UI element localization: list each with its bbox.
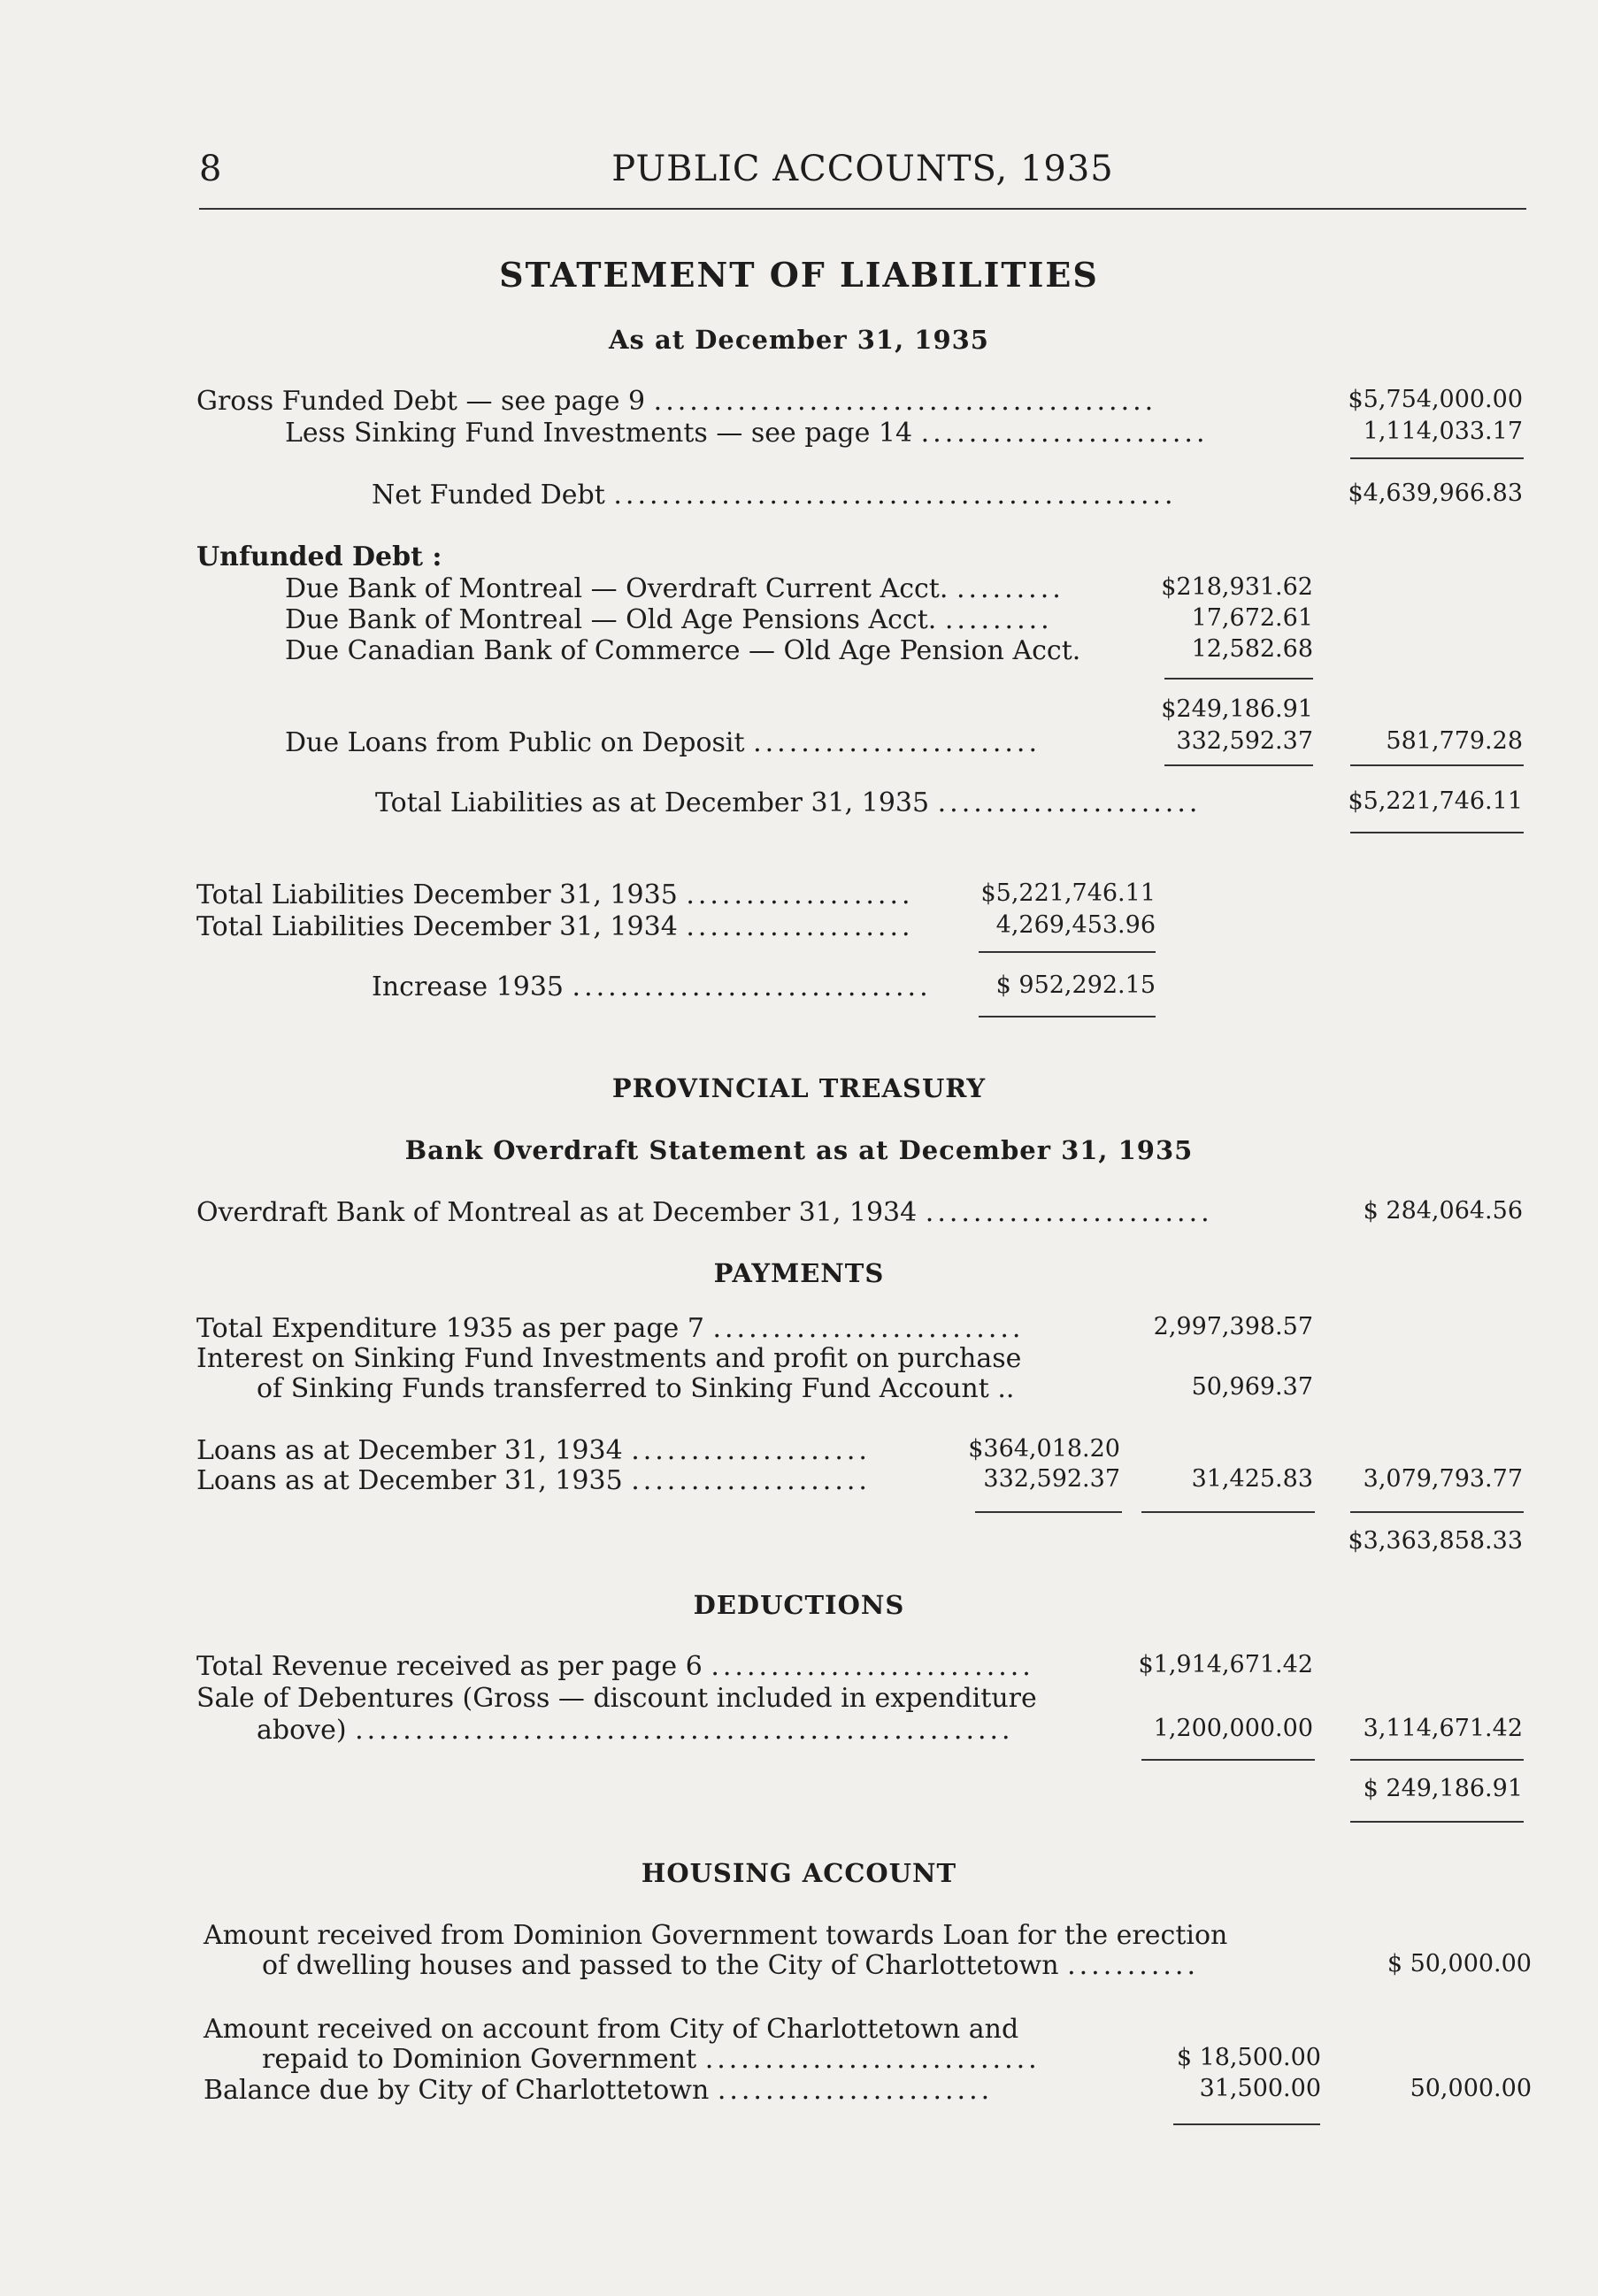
underline xyxy=(1350,764,1524,766)
net-funded-amount: $4,639,966.83 xyxy=(1348,480,1523,507)
comparison-row: Total Liabilities December 31, 1935 ................... $5,221,746.11 xyxy=(196,879,1156,910)
underline xyxy=(979,1016,1156,1017)
increase-amount: $ 952,292.15 xyxy=(995,971,1156,999)
balance-row xyxy=(0,1775,1598,1808)
debentures-line-continued: above) xyxy=(257,1715,347,1746)
housing-repaid-line-continued: repaid to Dominion Government xyxy=(262,2044,697,2075)
page-header-title: PUBLIC ACCOUNTS, 1935 xyxy=(611,149,1114,189)
net-funded-row: Net Funded Debt ............................................... $4,639,966.83 xyxy=(372,480,1523,511)
total-revenue-label: Total Revenue received as per page 6 xyxy=(196,1651,703,1682)
housing-balance-row: Balance due by City of Charlottetown ....................... 31,500.00 50,000.00 xyxy=(204,2075,1532,2106)
treasury-title: PROVINCIAL TREASURY xyxy=(611,1073,987,1103)
loans-diff-amount: 31,425.83 xyxy=(1191,1465,1313,1493)
unfunded-item-amount: 17,672.61 xyxy=(1191,604,1313,632)
loans-1935-amount: 332,592.37 xyxy=(983,1465,1120,1493)
total-liabilities-label: Total Liabilities as at December 31, 1935 xyxy=(375,787,930,818)
total-expenditure-label: Total Expenditure 1935 as per page 7 xyxy=(196,1313,704,1344)
unfunded-item-amount: $218,931.62 xyxy=(1161,573,1313,601)
comparison-row: Total Liabilities December 31, 1934 ................... 4,269,453.96 xyxy=(196,911,1156,942)
underline xyxy=(1350,457,1524,459)
total-revenue-amount: $1,914,671.42 xyxy=(1138,1651,1313,1678)
underline xyxy=(1350,1821,1524,1823)
underline xyxy=(1141,1511,1315,1513)
deductions-heading: DEDUCTIONS xyxy=(693,1590,905,1620)
underline xyxy=(1350,1511,1524,1513)
underline xyxy=(1164,678,1313,680)
unfunded-heading: Unfunded Debt : xyxy=(196,541,442,572)
underline xyxy=(1350,1759,1524,1761)
increase-row: Increase 1935 .............................. $ 952,292.15 xyxy=(372,971,1156,1002)
gross-funded-amount: $5,754,000.00 xyxy=(1348,386,1523,413)
less-sinking-amount: 1,114,033.17 xyxy=(1363,418,1523,445)
less-sinking-label: Less Sinking Fund Investments — see page 14 xyxy=(285,418,913,449)
unfunded-subtotal-row xyxy=(0,695,1598,729)
header-rule xyxy=(199,208,1526,210)
housing-repaid-amount: $ 18,500.00 xyxy=(1176,2044,1321,2071)
housing-received-line-continued: of dwelling houses and passed to the City of Charlottetown xyxy=(262,1950,1059,1981)
loans-public-row: Due Loans from Public on Deposit ........................ 332,592.37 581,779.28 xyxy=(285,727,1523,758)
payments-total-row xyxy=(0,1527,1598,1561)
housing-balance-amount: 31,500.00 xyxy=(1199,2075,1321,2102)
housing-repaid-row: repaid to Dominion Government ............................ $ 18,500.00 xyxy=(262,2044,1321,2075)
housing-received-line: Amount received from Dominion Government towards Loan for the erection xyxy=(204,1920,1228,1951)
page-header xyxy=(199,149,1526,202)
overdraft-balance: $ 249,186.91 xyxy=(1363,1775,1523,1802)
housing-balance-label: Balance due by City of Charlottetown xyxy=(204,2075,710,2106)
page-number: 8 xyxy=(199,149,222,189)
comparison-label: Total Liabilities December 31, 1935 xyxy=(196,879,678,910)
treasury-subtitle: Bank Overdraft Statement as at December 31, 1935 xyxy=(404,1135,1194,1165)
underline xyxy=(1173,2123,1320,2125)
loans-1934-label: Loans as at December 31, 1934 xyxy=(196,1435,623,1466)
comparison-label: Total Liabilities December 31, 1934 xyxy=(196,911,678,942)
total-revenue-row: Total Revenue received as per page 6 ........................... $1,914,671.42 xyxy=(196,1651,1313,1682)
loans-1935-label: Loans as at December 31, 1935 xyxy=(196,1465,623,1496)
net-funded-label: Net Funded Debt xyxy=(372,480,605,511)
housing-balance-total: 50,000.00 xyxy=(1410,2075,1532,2102)
underline xyxy=(1350,832,1524,833)
comparison-amount: $5,221,746.11 xyxy=(980,879,1156,907)
debentures-line: Sale of Debentures (Gross — discount included in expenditure xyxy=(196,1683,1037,1714)
housing-title: HOUSING ACCOUNT xyxy=(641,1858,957,1888)
unfunded-item-label: Due Bank of Montreal — Overdraft Current Acct. xyxy=(285,573,949,604)
debentures-row: above) ....................................................... 1,200,000.00 3,114,671.42 xyxy=(257,1715,1523,1746)
liabilities-subtitle: As at December 31, 1935 xyxy=(609,325,989,355)
overdraft-row: Overdraft Bank of Montreal as at December 31, 1934 ........................ $ 284,064.56 xyxy=(196,1197,1523,1228)
loans-public-label: Due Loans from Public on Deposit xyxy=(285,727,745,758)
unfunded-item-row: Due Bank of Montreal — Old Age Pensions Acct. ......... 17,672.61 xyxy=(285,604,1313,635)
gross-funded-label: Gross Funded Debt — see page 9 xyxy=(196,386,646,417)
interest-row xyxy=(0,1373,1598,1407)
interest-amount: 50,969.37 xyxy=(1191,1373,1313,1401)
housing-received-row: of dwelling houses and passed to the City of Charlottetown ........... $ 50,000.00 xyxy=(262,1950,1532,1981)
liabilities-title: STATEMENT OF LIABILITIES xyxy=(499,255,1099,295)
increase-label: Increase 1935 xyxy=(372,971,564,1002)
total-expenditure-row: Total Expenditure 1935 as per page 7 .......................... 2,997,398.57 xyxy=(196,1313,1313,1344)
loans-public-total: 581,779.28 xyxy=(1386,727,1523,755)
payments-subtotal-amount: 3,079,793.77 xyxy=(1363,1465,1523,1493)
total-liabilities-amount: $5,221,746.11 xyxy=(1348,787,1523,815)
gross-funded-row: Gross Funded Debt — see page 9 .......................................... $5,754,000.00 xyxy=(196,386,1523,417)
deductions-total: 3,114,671.42 xyxy=(1363,1715,1523,1742)
loans-1935-row: Loans as at December 31, 1935 .................... 332,592.37 31,425.83 3,079,793.77 xyxy=(196,1465,1523,1496)
comparison-amount: 4,269,453.96 xyxy=(995,911,1156,939)
overdraft-label: Overdraft Bank of Montreal as at December 31, 1934 xyxy=(196,1197,918,1228)
unfunded-item-amount: 12,582.68 xyxy=(1191,635,1313,663)
total-liabilities-row: Total Liabilities as at December 31, 1935 ...................... $5,221,746.11 xyxy=(375,787,1523,818)
underline xyxy=(1141,1759,1315,1761)
underline xyxy=(1164,764,1313,766)
interest-line-continued: of Sinking Funds transferred to Sinking Fund Account .. xyxy=(257,1373,1015,1404)
unfunded-item-label: Due Bank of Montreal — Old Age Pensions Acct. xyxy=(285,604,937,635)
housing-repaid-line: Amount received on account from City of Charlottetown and xyxy=(204,2014,1019,2045)
total-expenditure-amount: 2,997,398.57 xyxy=(1153,1313,1313,1340)
underline xyxy=(975,1511,1122,1513)
housing-received-amount: $ 50,000.00 xyxy=(1387,1950,1532,1977)
loans-1934-amount: $364,018.20 xyxy=(968,1435,1120,1463)
overdraft-amount: $ 284,064.56 xyxy=(1363,1197,1523,1225)
unfunded-item-row xyxy=(0,635,1598,669)
unfunded-item-row: Due Bank of Montreal — Overdraft Current Acct. ......... $218,931.62 xyxy=(285,573,1313,604)
payments-heading: PAYMENTS xyxy=(713,1258,885,1288)
payments-total: $3,363,858.33 xyxy=(1348,1527,1523,1555)
unfunded-item-label: Due Canadian Bank of Commerce — Old Age Pension Acct. xyxy=(285,635,1081,666)
unfunded-subtotal: $249,186.91 xyxy=(1161,695,1313,723)
debentures-amount: 1,200,000.00 xyxy=(1153,1715,1313,1742)
interest-line: Interest on Sinking Fund Investments and profit on purchase xyxy=(196,1343,1022,1374)
less-sinking-row: Less Sinking Fund Investments — see page 14 ........................ 1,114,033.17 xyxy=(285,418,1523,449)
loans-1934-row: Loans as at December 31, 1934 .................... $364,018.20 xyxy=(196,1435,1120,1466)
loans-public-amount: 332,592.37 xyxy=(1176,727,1313,755)
underline xyxy=(979,951,1156,953)
